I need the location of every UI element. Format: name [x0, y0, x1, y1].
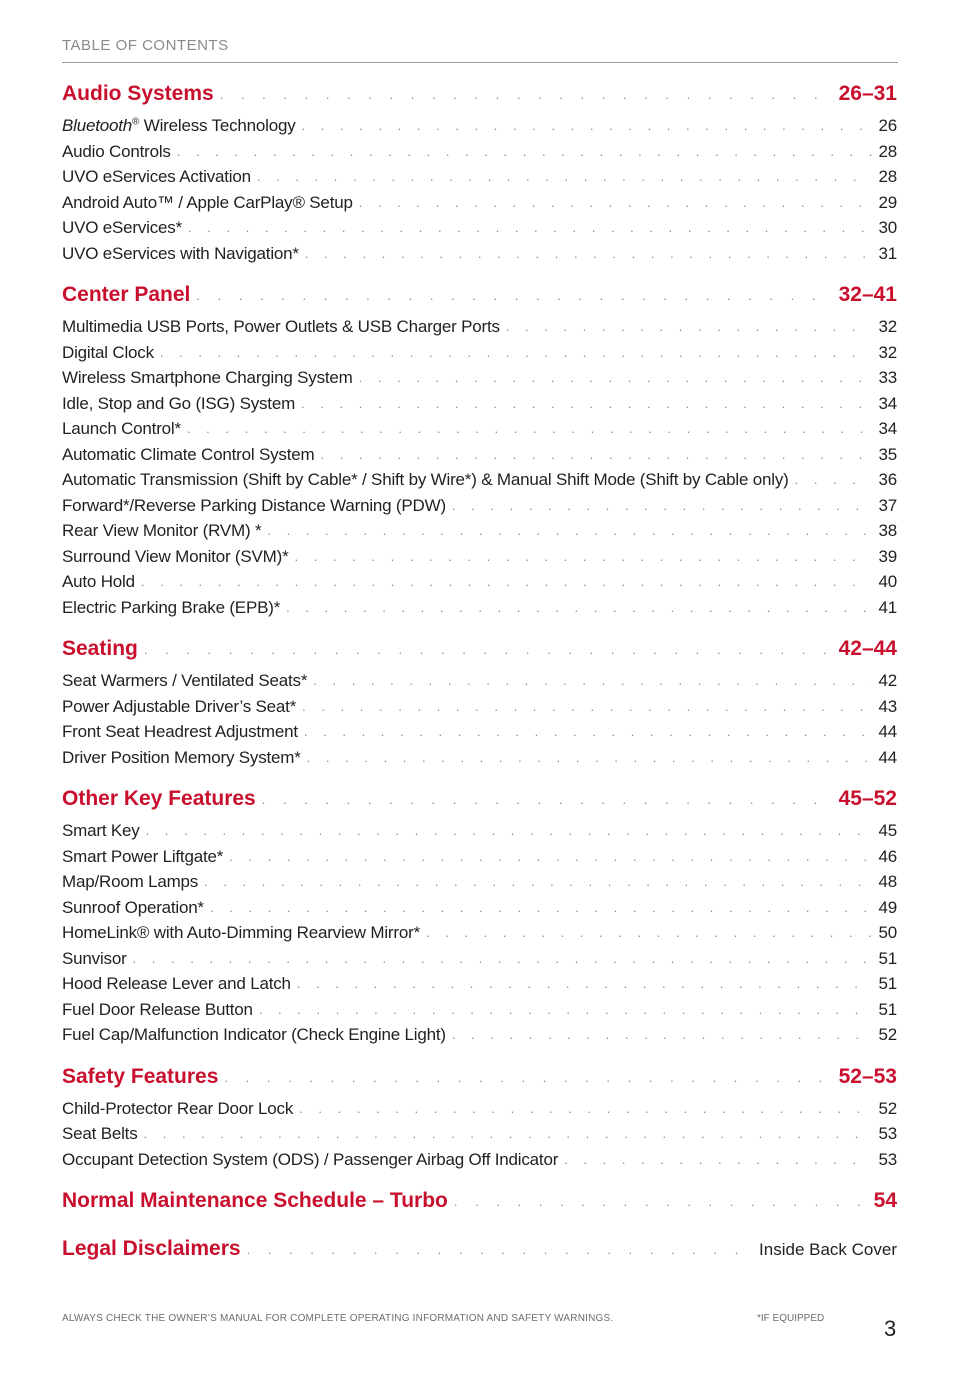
entry-page-number: 51	[878, 974, 897, 993]
entry-page-number: 36	[878, 470, 897, 489]
entry-page-number: 52	[878, 1025, 897, 1044]
dot-leader	[305, 246, 873, 261]
entry-title: Map/Room Lamps	[62, 872, 199, 891]
dot-leader	[188, 220, 872, 235]
entry-page-number: 33	[878, 368, 897, 387]
entry-title: Sunroof Operation*	[62, 897, 204, 917]
entry-page-number: 32	[878, 342, 897, 362]
entry-title	[62, 116, 296, 136]
entry-title: HomeLink® with Auto-Dimming Rearview Mirror*	[62, 923, 420, 942]
entry-page-number: 49	[878, 897, 897, 917]
dot-leader	[259, 1002, 873, 1017]
dot-leader	[160, 345, 873, 360]
entry-page-number: 45	[878, 821, 897, 840]
toc-entry[interactable]	[62, 445, 897, 471]
entry-page-number: 44	[878, 722, 897, 741]
dot-leader	[224, 1070, 832, 1085]
entry-page-number: 41	[878, 597, 897, 617]
page-header-title: TABLE OF CONTENTS	[62, 37, 229, 54]
toc-entry[interactable]	[62, 1000, 897, 1026]
toc-entry[interactable]	[62, 898, 897, 924]
table-of-contents	[62, 82, 897, 1285]
section-page-range: 54	[873, 1189, 897, 1212]
dot-leader	[307, 750, 873, 765]
section-page-range: 32–41	[838, 283, 897, 306]
entry-title: Front Seat Headrest Adjustment	[62, 722, 298, 741]
dot-leader	[297, 976, 873, 991]
toc-entry[interactable]	[62, 1099, 897, 1125]
section-page-range: 26–31	[838, 82, 897, 105]
section-title: Legal Disclaimers	[62, 1237, 241, 1260]
toc-entry[interactable]	[62, 470, 897, 496]
entry-page-number: 42	[878, 671, 897, 690]
entry-title: Idle, Stop and Go (ISG) System	[62, 393, 296, 413]
dot-leader	[187, 421, 873, 436]
entry-title: Surround View Monitor (SVM)*	[62, 546, 289, 566]
toc-entry[interactable]	[62, 419, 897, 445]
entry-title: UVO eServices Activation	[62, 167, 251, 186]
section-title: Center Panel	[62, 283, 191, 306]
entry-title: Fuel Cap/Malfunction Indicator (Check Engine Light)	[62, 1025, 446, 1044]
entry-page-number: 40	[878, 572, 897, 591]
dot-leader	[295, 549, 873, 564]
entry-title: Seat Belts	[62, 1124, 138, 1143]
entry-page-number: 35	[878, 444, 897, 464]
dot-leader	[141, 574, 873, 589]
dot-leader	[359, 195, 873, 210]
section-heading[interactable]	[62, 283, 897, 317]
entry-page-number: 37	[878, 495, 897, 515]
dot-leader	[133, 951, 873, 966]
toc-section-normal-maintenance-schedule-turbo	[62, 1189, 897, 1223]
entry-page-number: 29	[878, 192, 897, 212]
toc-entry[interactable]	[62, 547, 897, 573]
dot-leader	[286, 600, 872, 615]
dot-leader	[204, 874, 872, 889]
toc-entry[interactable]	[62, 244, 897, 270]
entry-title: Launch Control*	[62, 419, 181, 438]
entry-page-number: 30	[878, 218, 897, 237]
dot-leader	[196, 288, 832, 303]
toc-entry[interactable]	[62, 572, 897, 598]
section-page-range: Inside Back Cover	[759, 1240, 897, 1259]
entry-page-number: 50	[878, 923, 897, 942]
dot-leader	[452, 498, 873, 513]
footer-disclaimer: ALWAYS CHECK THE OWNER’S MANUAL FOR COMPLETE OPERATING INFORMATION AND SAFETY WARNINGS.	[62, 1313, 614, 1324]
dot-leader	[304, 724, 873, 739]
toc-section-audio-systems	[62, 82, 897, 269]
entry-page-number: 53	[878, 1124, 897, 1143]
toc-entry[interactable]	[62, 218, 897, 244]
dot-leader	[177, 144, 873, 159]
entry-title-rest: Wireless Technology	[139, 116, 296, 135]
toc-entry[interactable]	[62, 949, 897, 975]
toc-section-other-key-features	[62, 787, 897, 1051]
dot-leader	[301, 396, 872, 411]
entry-page-number: 43	[878, 696, 897, 716]
entry-page-number: 34	[878, 393, 897, 413]
toc-section-legal-disclaimers	[62, 1237, 897, 1271]
toc-entry[interactable]	[62, 671, 897, 697]
section-heading[interactable]	[62, 82, 897, 116]
toc-section-center-panel	[62, 283, 897, 623]
section-page-range: 45–52	[838, 787, 897, 810]
entry-title: Rear View Monitor (RVM) *	[62, 521, 262, 540]
toc-entry[interactable]	[62, 116, 897, 142]
toc-entry[interactable]	[62, 317, 897, 343]
dot-leader	[144, 1126, 873, 1141]
entry-title: Audio Controls	[62, 141, 171, 161]
entry-page-number: 53	[878, 1149, 897, 1169]
dot-leader	[320, 447, 872, 462]
toc-entry[interactable]	[62, 368, 897, 394]
entry-page-number: 39	[878, 546, 897, 566]
entry-title: Digital Clock	[62, 342, 154, 362]
toc-entry[interactable]	[62, 598, 897, 624]
toc-entry[interactable]	[62, 496, 897, 522]
dot-leader	[144, 642, 833, 657]
entry-page-number: 52	[878, 1098, 897, 1118]
dot-leader	[426, 925, 872, 940]
entry-title-italic: Bluetooth	[62, 116, 133, 135]
entry-title: Sunvisor	[62, 948, 127, 968]
dot-leader	[220, 87, 833, 102]
toc-section-safety-features	[62, 1065, 897, 1176]
section-title: Normal Maintenance Schedule – Turbo	[62, 1189, 448, 1212]
dot-leader	[795, 472, 873, 487]
toc-entry[interactable]	[62, 142, 897, 168]
entry-title: Android Auto™ / Apple CarPlay® Setup	[62, 192, 353, 212]
footer-note: *IF EQUIPPED	[757, 1313, 825, 1324]
dot-leader	[454, 1194, 868, 1209]
entry-title: Automatic Climate Control System	[62, 444, 315, 464]
section-heading[interactable]	[62, 787, 897, 821]
entry-title: Fuel Door Release Button	[62, 999, 253, 1019]
dot-leader	[262, 792, 833, 807]
section-heading[interactable]	[62, 1189, 897, 1223]
entry-title: UVO eServices with Navigation*	[62, 243, 299, 263]
entry-title: Electric Parking Brake (EPB)*	[62, 597, 281, 617]
entry-page-number: 32	[878, 317, 897, 336]
section-title: Seating	[62, 637, 138, 660]
entry-title: Smart Key	[62, 821, 140, 840]
dot-leader	[299, 1101, 872, 1116]
section-page-range: 52–53	[838, 1064, 897, 1088]
entry-page-number: 51	[878, 999, 897, 1019]
entry-title: Seat Warmers / Ventilated Seats*	[62, 671, 308, 690]
toc-entry[interactable]	[62, 167, 897, 193]
dot-leader	[229, 849, 872, 864]
entry-title: Driver Position Memory System*	[62, 747, 301, 767]
toc-entry[interactable]	[62, 697, 897, 723]
dot-leader	[506, 319, 873, 334]
dot-leader	[257, 169, 873, 184]
entry-page-number: 38	[878, 521, 897, 540]
dot-leader	[210, 900, 873, 915]
toc-entry[interactable]	[62, 923, 897, 949]
section-title: Other Key Features	[62, 787, 256, 810]
section-title: Audio Systems	[62, 82, 214, 105]
dot-leader	[146, 823, 873, 838]
section-heading[interactable]	[62, 1065, 897, 1099]
dot-leader	[452, 1027, 873, 1042]
entry-page-number: 34	[878, 419, 897, 438]
entry-page-number: 44	[878, 747, 897, 767]
entry-page-number: 46	[878, 846, 897, 866]
section-page-range: 42–44	[838, 637, 897, 660]
dot-leader	[564, 1152, 872, 1167]
section-heading[interactable]	[62, 1237, 897, 1271]
dot-leader	[359, 370, 873, 385]
page-number: 3	[884, 1316, 897, 1341]
entry-page-number: 28	[878, 141, 897, 161]
toc-entry[interactable]	[62, 821, 897, 847]
toc-section-seating	[62, 637, 897, 773]
header-divider	[62, 62, 898, 63]
toc-entry[interactable]	[62, 974, 897, 1000]
entry-title: Automatic Transmission (Shift by Cable* / Shift by Wire*) & Manual Shift Mode (Shift by Cable only)	[62, 470, 789, 489]
section-heading[interactable]	[62, 637, 897, 671]
toc-entry[interactable]	[62, 343, 897, 369]
toc-entry[interactable]	[62, 722, 897, 748]
dot-leader	[247, 1242, 753, 1257]
dot-leader	[302, 118, 873, 133]
dot-leader	[313, 673, 872, 688]
dot-leader	[302, 699, 872, 714]
entry-title: Multimedia USB Ports, Power Outlets & USB Charger Ports	[62, 317, 500, 336]
toc-entry[interactable]	[62, 748, 897, 774]
toc-entry[interactable]	[62, 1124, 897, 1150]
entry-title: Power Adjustable Driver’s Seat*	[62, 696, 297, 716]
toc-entry[interactable]	[62, 1025, 897, 1051]
entry-page-number: 26	[878, 116, 897, 135]
entry-page-number: 31	[878, 243, 897, 263]
toc-entry[interactable]	[62, 847, 897, 873]
entry-page-number: 48	[878, 872, 897, 891]
entry-title: Smart Power Liftgate*	[62, 846, 224, 866]
section-title: Safety Features	[62, 1064, 219, 1088]
toc-entry[interactable]	[62, 521, 897, 547]
toc-entry[interactable]	[62, 872, 897, 898]
registered-mark: ®	[132, 116, 140, 128]
entry-page-number: 51	[878, 948, 897, 968]
entry-title: Hood Release Lever and Latch	[62, 974, 291, 993]
toc-entry[interactable]	[62, 1150, 897, 1176]
dot-leader	[267, 523, 872, 538]
entry-page-number: 28	[878, 167, 897, 186]
entry-title: UVO eServices*	[62, 218, 183, 237]
entry-title: Child-Protector Rear Door Lock	[62, 1098, 294, 1118]
entry-title: Forward*/Reverse Parking Distance Warning (PDW)	[62, 495, 446, 515]
entry-title: Wireless Smartphone Charging System	[62, 368, 353, 387]
toc-entry[interactable]	[62, 394, 897, 420]
entry-title: Occupant Detection System (ODS) / Passenger Airbag Off Indicator	[62, 1149, 559, 1169]
entry-title: Auto Hold	[62, 572, 135, 591]
toc-entry[interactable]	[62, 193, 897, 219]
